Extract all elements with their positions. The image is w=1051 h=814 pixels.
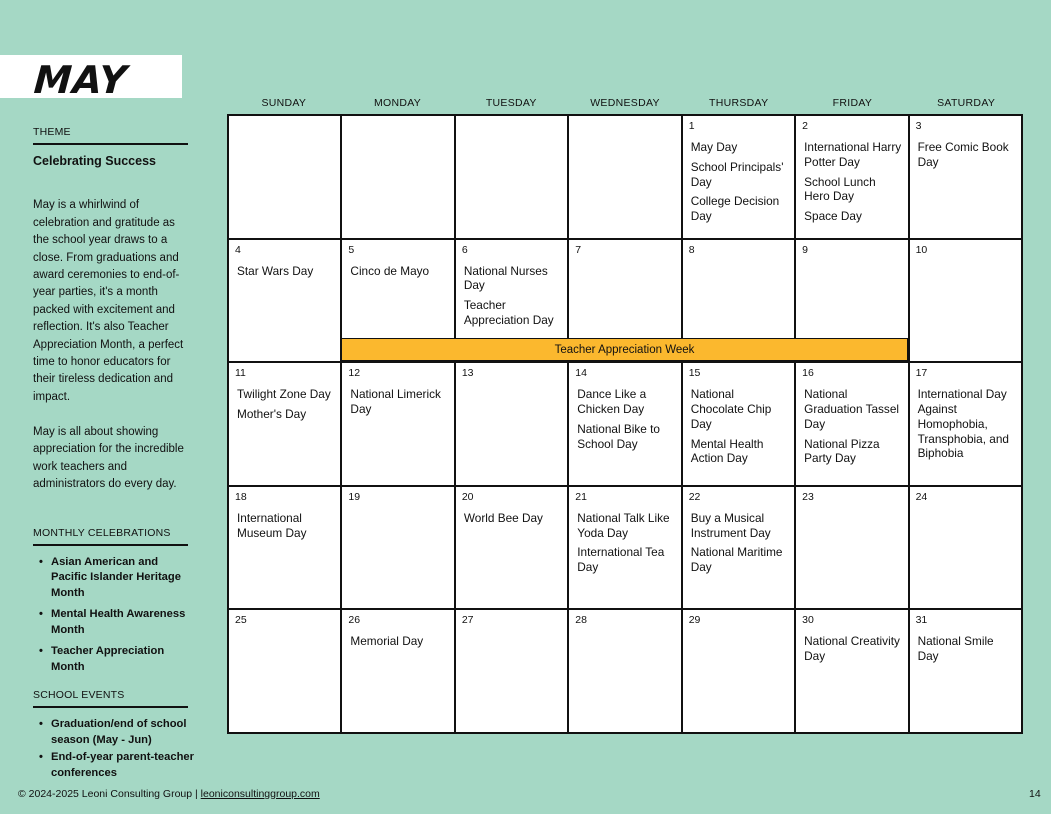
calendar-event: National Talk Like Yoda Day [577,510,670,540]
calendar-event: Dance Like a Chicken Day [577,387,647,416]
calendar-cell-day-11 [229,363,340,485]
day-number: 23 [802,490,814,503]
calendar-event: Buy a Musical Instrument Day [690,510,771,540]
calendar-event: College Decision Day [690,194,780,224]
calendar-event: School Principals' Day [690,159,784,189]
theme-label: THEME [33,126,71,138]
calendar-cell-empty [569,116,680,238]
calendar-cell-day-2 [796,116,907,238]
day-number: 21 [575,490,587,503]
day-number: 25 [235,614,247,627]
calendar-event: International Tea Day [577,545,665,575]
calendar-cell-day-20 [456,487,567,609]
monthly-celebrations-list [33,555,193,676]
day-number: 10 [915,243,928,256]
calendar-event: National Limerick Day [350,387,441,416]
calendar-event: International Museum Day [237,510,307,540]
calendar-cell-day-31 [910,610,1021,732]
school-events-label: SCHOOL EVENTS [33,689,125,702]
calendar-cell-day-28 [569,610,680,732]
calendar-cell-day-3 [910,116,1021,238]
calendar-event: National Chocolate Chip Day [690,387,772,431]
calendar-cell-empty [229,116,340,238]
list-item: • Teacher Appreciation Month [33,644,193,675]
weekday-label: TUESDAY [485,97,537,109]
theme-title: Celebrating Success [33,154,156,168]
monthly-celebrations-label: MONTHLY CELEBRATIONS [33,526,171,539]
calendar-cell-day-15 [683,363,794,485]
day-number: 1 [688,120,695,132]
school-events-list [33,717,193,781]
calendar-cell-day-21 [569,487,680,609]
calendar-cell-day-27 [456,610,567,732]
weekday-label: FRIDAY [832,97,873,109]
calendar-event: May Day [690,140,738,154]
calendar-cell-day-22 [683,487,794,609]
calendar-event: Free Comic Book Day [917,140,1009,169]
calendar-event: Memorial Day [350,634,424,649]
calendar-event: Space Day [804,209,862,224]
day-number: 5 [348,243,355,256]
day-number: 17 [915,367,928,380]
calendar-event: National Bike to School Day [577,421,660,451]
footer-copyright [18,788,320,800]
teacher-appreciation-week-banner: Teacher Appreciation Week [341,338,908,361]
day-number: 9 [802,243,808,256]
calendar-event: International Day Against Homophobia, Transphobia, and Biphobia [917,387,1009,461]
website-link[interactable]: leoniconsultinggroup.com [200,788,320,800]
weekday-label: THURSDAY [709,97,769,109]
page-number: 14 [1029,788,1041,800]
calendar-event: Cinco de Mayo [350,263,430,278]
day-number: 24 [915,490,928,503]
day-number: 26 [348,614,361,627]
weekday-header [227,95,1023,111]
calendar-event: Teacher Appreciation Day [463,298,554,327]
day-number: 7 [575,243,582,256]
calendar-event: National Maritime Day [690,545,783,575]
day-number: 22 [688,490,701,503]
calendar-event: National Smile Day [917,634,994,664]
calendar-event: National Pizza Party Day [804,436,880,466]
day-number: 3 [915,120,922,132]
calendar-cell-day-12 [342,363,453,485]
day-number: 14 [575,367,587,380]
list-item: • Mental Health Awareness Month [33,607,193,638]
day-number: 27 [461,614,474,627]
divider [33,544,188,546]
calendar-cell-day-14 [569,363,680,485]
day-number: 20 [461,490,474,503]
theme-description-p1: May is a whirlwind of celebration and gratitude as the school year draws to a close. From graduations and award ceremonies to end-of-year parties, it's a month packed with excitement and reflection. It's also Teacher Appreciation Month, a perfect time to honor educators for their tireless dedication and impact. [33,199,184,403]
day-number: 2 [802,120,808,132]
calendar-cell-day-26 [342,610,453,732]
day-number: 31 [915,614,928,627]
calendar-event: Mental Health Action Day [690,436,764,466]
day-number: 29 [688,614,701,627]
day-number: 19 [348,490,361,503]
theme-description [33,180,193,511]
calendar-cell-day-25 [229,610,340,732]
list-item: • Graduation/end of school season (May - Jun) [33,717,196,748]
theme-description-p2: May is all about showing appreciation for the incredible work teachers and administrators do every day. [33,425,184,490]
calendar-event: National Creativity Day [804,634,900,664]
calendar-cell-empty [456,116,567,238]
calendar-event: World Bee Day [463,510,543,525]
calendar-event: National Graduation Tassel Day [804,387,900,431]
calendar-event: Twilight Zone Day [237,387,331,402]
day-number: 30 [802,614,814,627]
weekday-label: MONDAY [374,97,422,109]
day-number: 13 [461,367,474,380]
calendar-cell-day-17 [910,363,1021,485]
day-number: 4 [235,243,241,256]
calendar-cell-day-10 [910,240,1021,362]
calendar-cell-day-24 [910,487,1021,609]
calendar-event: Mother's Day [237,406,307,421]
calendar-cell-day-16 [796,363,907,485]
weekday-label: SATURDAY [937,97,996,109]
calendar-cell-day-1 [683,116,794,238]
calendar-grid [227,114,1023,734]
day-number: 8 [688,243,695,256]
weekday-label: WEDNESDAY [590,97,660,109]
calendar-cell-day-29 [683,610,794,732]
calendar-cell-day-23 [796,487,907,609]
weekday-label: SUNDAY [261,97,307,109]
day-number: 15 [688,367,701,380]
calendar-cell-day-19 [342,487,453,609]
calendar-cell-day-18 [229,487,340,609]
divider [33,706,188,708]
day-number: 16 [802,367,814,380]
day-number: 6 [461,243,468,256]
calendar-event: School Lunch Hero Day [804,174,876,204]
divider [33,143,188,145]
calendar-event: National Nurses Day [463,263,548,293]
list-item: • Asian American and Pacific Islander Heritage Month [33,555,193,602]
calendar-cell-day-30 [796,610,907,732]
day-number: 11 [235,367,246,380]
calendar-event: International Harry Potter Day [804,140,902,169]
sidebar [33,126,193,791]
month-title: MAY [32,58,129,102]
calendar-cell-day-13 [456,363,567,485]
day-number: 12 [348,367,361,380]
calendar-event: Star Wars Day [237,263,314,278]
calendar-cell-day-4 [229,240,340,362]
day-number: 28 [575,614,587,627]
copyright-text: © 2024-2025 Leoni Consulting Group | [18,788,201,800]
calendar-cell-empty [342,116,453,238]
day-number: 18 [235,490,247,503]
list-item: • End-of-year parent-teacher conferences [33,750,196,781]
